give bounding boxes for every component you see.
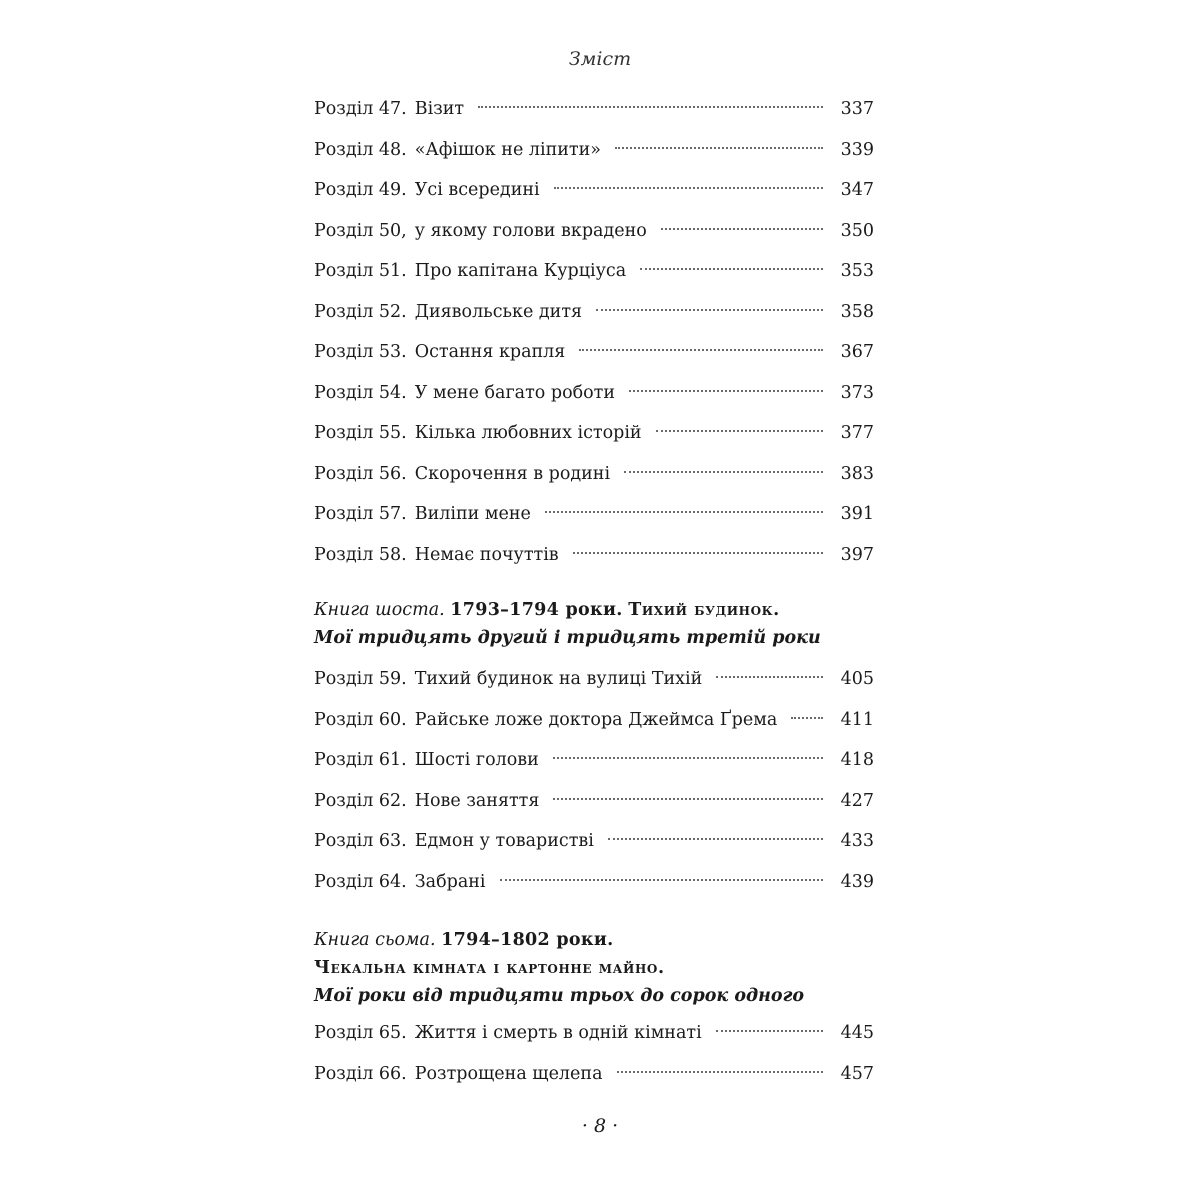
chapter-number: Розділ 49. [314, 180, 407, 200]
page-ref: 427 [840, 790, 874, 811]
toc-entry-label [314, 705, 777, 735]
toc-entry [314, 745, 874, 775]
toc-entry [314, 297, 874, 327]
chapter-title: Шості голови [414, 750, 539, 771]
toc-entry-label [314, 175, 540, 205]
chapter-number: Розділ 48. [314, 139, 407, 160]
page-ref: 433 [840, 831, 874, 852]
toc-entry-label [314, 459, 610, 489]
toc-entry [314, 705, 874, 735]
toc-entry-label [314, 786, 539, 816]
page-ref: 367 [840, 342, 874, 362]
chapter-title: Диявольське дитя [414, 301, 583, 322]
page-ref: 353 [840, 261, 874, 281]
chapter-number: Розділ 60. [314, 709, 407, 730]
dot-leader [716, 1030, 823, 1032]
chapter-title: «Афішок не ліпити» [414, 139, 601, 160]
dot-leader [500, 879, 823, 881]
chapter-number: Розділ 65. [314, 1023, 407, 1043]
toc-entry [314, 1018, 874, 1048]
toc-entry [314, 499, 874, 529]
page-ref: 391 [840, 504, 874, 524]
chapter-title: у якому голови вкрадено [414, 220, 647, 241]
dot-leader [596, 309, 823, 311]
dot-leader [656, 430, 823, 432]
toc-entry [314, 867, 874, 897]
toc-entry-label [314, 378, 615, 408]
toc-entry [314, 826, 874, 856]
book-7-heading [314, 926, 894, 1010]
book-6-heading [314, 596, 894, 652]
toc-entry-label [314, 297, 582, 327]
page-ref: 350 [840, 220, 874, 241]
toc-entry [314, 135, 874, 165]
page-ref: 457 [840, 1063, 874, 1084]
toc-entry [314, 1059, 874, 1089]
toc-entry-label [314, 826, 594, 856]
chapter-number: Розділ 57. [314, 504, 407, 524]
toc-entry-label [314, 135, 601, 165]
dot-leader [545, 511, 823, 513]
chapter-number: Розділ 61. [314, 750, 407, 771]
dot-leader [553, 757, 823, 759]
toc-entry [314, 256, 874, 286]
dot-leader [579, 349, 822, 351]
page-ref: 445 [840, 1023, 874, 1043]
toc-entry [314, 540, 874, 570]
toc-entry-label [314, 94, 464, 124]
book-7-label: Книга сьома. [314, 930, 436, 950]
page-ref: 411 [840, 709, 874, 730]
chapter-number: Розділ 59. [314, 669, 407, 689]
toc-entry [314, 418, 874, 448]
chapter-number: Розділ 56. [314, 463, 407, 484]
toc-entry-label [314, 418, 642, 448]
chapter-title: Нове заняття [414, 790, 540, 811]
page-ref: 347 [840, 180, 874, 200]
chapter-number: Розділ 50, [314, 220, 407, 241]
toc-entry [314, 786, 874, 816]
book-6-label: Книга шоста. [314, 600, 445, 620]
chapter-title: Кілька любовних історій [414, 423, 642, 443]
toc-entry-label [314, 664, 702, 694]
toc-entry [314, 664, 874, 694]
dot-leader [640, 268, 822, 270]
chapter-number: Розділ 51. [314, 261, 407, 281]
chapter-number: Розділ 66. [314, 1063, 407, 1084]
chapter-title: Візит [414, 99, 465, 119]
toc-entry-label [314, 1059, 603, 1089]
chapter-title: Немає почуттів [414, 544, 559, 565]
book-6-subtitle: Мої тридцять другий і тридцять третій роки [314, 628, 821, 648]
chapter-title: Едмон у товаристві [414, 831, 594, 852]
toc-entry [314, 378, 874, 408]
chapter-title: Тихий будинок на вулиці Тихій [414, 669, 703, 689]
toc-entry [314, 337, 874, 367]
chapter-title: Життя і смерть в одній кімнаті [414, 1023, 702, 1043]
toc-entry-label [314, 216, 647, 246]
dot-leader [791, 717, 822, 719]
chapter-title: Виліпи мене [414, 504, 531, 524]
chapter-number: Розділ 52. [314, 301, 407, 322]
chapter-number: Розділ 47. [314, 99, 407, 119]
toc-entry-label [314, 337, 565, 367]
chapter-title: Розтрощена щелепа [414, 1063, 603, 1084]
page-ref: 339 [840, 139, 874, 160]
dot-leader [629, 390, 823, 392]
book-7-title: Чекальна кімната і картонне майно. [314, 958, 665, 978]
chapter-number: Розділ 58. [314, 544, 407, 565]
chapter-number: Розділ 62. [314, 790, 407, 811]
book-7-years: 1794–1802 роки. [441, 930, 614, 950]
dot-leader [573, 552, 823, 554]
toc-entry-label [314, 499, 531, 529]
dot-leader [553, 798, 822, 800]
chapter-number: Розділ 64. [314, 872, 407, 892]
book-7-subtitle: Мої роки від тридцяти трьох до сорок одного [314, 986, 805, 1006]
dot-leader [478, 106, 822, 108]
page-ref: 397 [840, 544, 874, 565]
dot-leader [554, 187, 823, 189]
page-ref: 418 [840, 750, 874, 771]
page-ref: 439 [840, 872, 874, 892]
page-ref: 383 [840, 463, 874, 484]
dot-leader [615, 147, 823, 149]
page-ref: 358 [840, 301, 874, 322]
dot-leader [716, 676, 822, 678]
chapter-title: Усі всередині [414, 180, 540, 200]
toc-entry [314, 459, 874, 489]
chapter-number: Розділ 54. [314, 382, 407, 403]
page-ref: 405 [840, 669, 874, 689]
page-ref: 377 [840, 423, 874, 443]
page-ref: 373 [840, 382, 874, 403]
page-ref: 337 [840, 99, 874, 119]
dot-leader [661, 228, 823, 230]
chapter-number: Розділ 53. [314, 342, 407, 362]
toc-entry [314, 175, 874, 205]
chapter-title: Скорочення в родині [414, 463, 611, 484]
book-6-title: Тихий будинок. [628, 600, 780, 620]
toc-entry [314, 216, 874, 246]
running-head: Зміст [568, 48, 632, 70]
book-6-years: 1793–1794 роки. [450, 600, 623, 620]
page-number: · 8 · [581, 1115, 619, 1137]
toc-entry-label [314, 256, 626, 286]
dot-leader [617, 1071, 823, 1073]
toc-entry-label [314, 867, 486, 897]
dot-leader [608, 838, 823, 840]
chapter-title: Райське ложе доктора Джеймса Ґрема [414, 709, 778, 730]
chapter-number: Розділ 55. [314, 423, 407, 443]
chapter-number: Розділ 63. [314, 831, 407, 852]
toc-entry-label [314, 540, 559, 570]
chapter-title: У мене багато роботи [414, 382, 616, 403]
toc-entry [314, 94, 874, 124]
toc-entry-label [314, 1018, 702, 1048]
toc-entry-label [314, 745, 539, 775]
dot-leader [624, 471, 823, 473]
chapter-title: Про капітана Курціуса [414, 261, 627, 281]
chapter-title: Забрані [414, 872, 486, 892]
chapter-title: Остання крапля [414, 342, 566, 362]
